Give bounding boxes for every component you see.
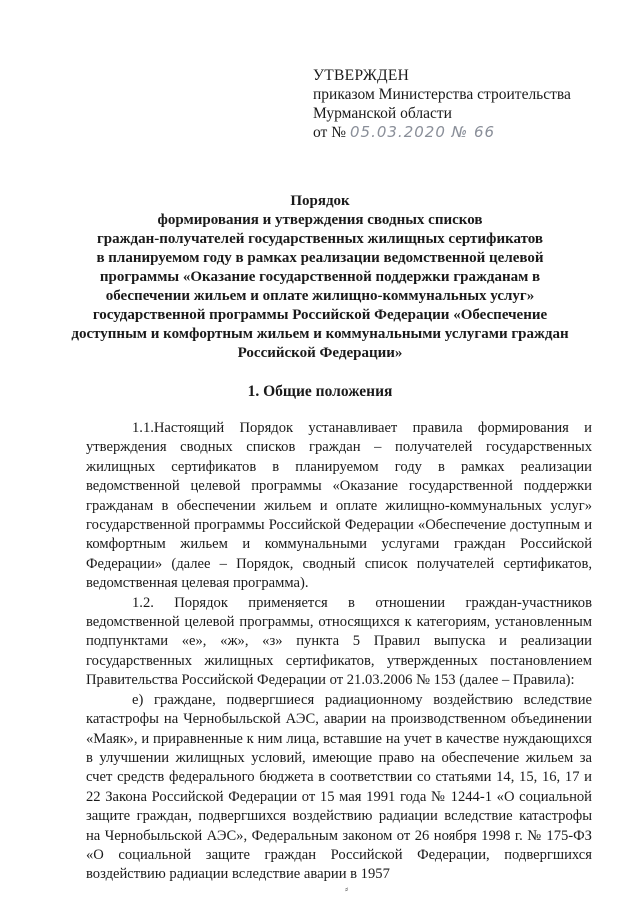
title-line: в планируемом году в рамках реализации ведомственной целевой <box>96 250 544 266</box>
approval-block <box>313 66 571 142</box>
approval-line-2: Мурманской области <box>313 105 452 122</box>
title-line: Российской Федерации» <box>237 345 403 361</box>
document-title <box>40 192 600 363</box>
approval-line-1: приказом Министерства строительства <box>313 86 571 103</box>
title-line: Порядок <box>290 193 350 209</box>
approval-order-prefix: от № <box>313 124 346 141</box>
paragraph-1-2: 1.2. Порядок применяется в отношении граждан-участников ведомственной целевой программы, относящихся к категориям, установленным подпунктами «е», «ж», «з» пункта 5 Правил выпуска и реализации государственных жилищных сертификатов, утвержденных постановлением Правительства Российской Федерации от 21.03.2006 № 153 (далее – Правила): <box>86 594 592 689</box>
approval-order-line <box>313 123 571 142</box>
paragraph-1-1: 1.1.Настоящий Порядок устанавливает правила формирования и утверждения сводных списков граждан – получателей государственных жилищных сертификатов в планируемом году в рамках реализации ведомственной целевой программы «Оказание государственной поддержки гражданам в обеспечении жильем и оплате жилищно-коммунальных услуг» государственной программы Российской Федерации «Обеспечение доступным и комфортным жильем и коммунальными услугами граждан Российской Федерации» (далее – Порядок, сводный список получателей сертификатов, ведомственная целевая программа). <box>86 420 592 592</box>
title-line: программы «Оказание государственной поддержки гражданам в <box>99 269 541 285</box>
title-line: доступным и комфортным жильем и коммунальными услугами граждан <box>71 326 569 342</box>
page-footer-mark: ⸗ <box>345 884 349 895</box>
section-body <box>86 419 592 885</box>
section-heading: 1. Общие положения <box>247 383 393 400</box>
approval-stamp: УТВЕРЖДЕН <box>313 67 410 84</box>
handwritten-order-date-number: 05.03.2020 № 66 <box>349 123 496 141</box>
title-line: обеспечении жильем и оплате жилищно-коммунальных услуг» <box>105 288 535 304</box>
title-line: граждан-получателей государственных жилищных сертификатов <box>96 231 544 247</box>
title-line: формирования и утверждения сводных списков <box>157 212 483 228</box>
title-line: государственной программы Российской Федерации «Обеспечение <box>92 307 548 323</box>
paragraph-subitem-e: е) граждане, подвергшиеся радиационному воздействию вследствие катастрофы на Чернобыльской АЭС, аварии на производственном объединении «Маяк», и приравненные к ним лица, вставшие на учет в качестве нуждающихся в улучшении жилищных условий, имеющие право на обеспечение жильем за счет средств федерального бюджета в соответствии со статьями 14, 15, 16, 17 и 22 Закона Российской Федерации от 15 мая 1991 года № 1244-1 «О социальной защите граждан, подвергшихся воздействию радиации вследствие катастрофы на Чернобыльской АЭС», Федеральным законом от 26 ноября 1998 г. № 175-ФЗ «О социальной защите граждан Российской Федерации, подвергшихся воздействию радиации вследствие аварии в 1957 <box>86 691 592 883</box>
